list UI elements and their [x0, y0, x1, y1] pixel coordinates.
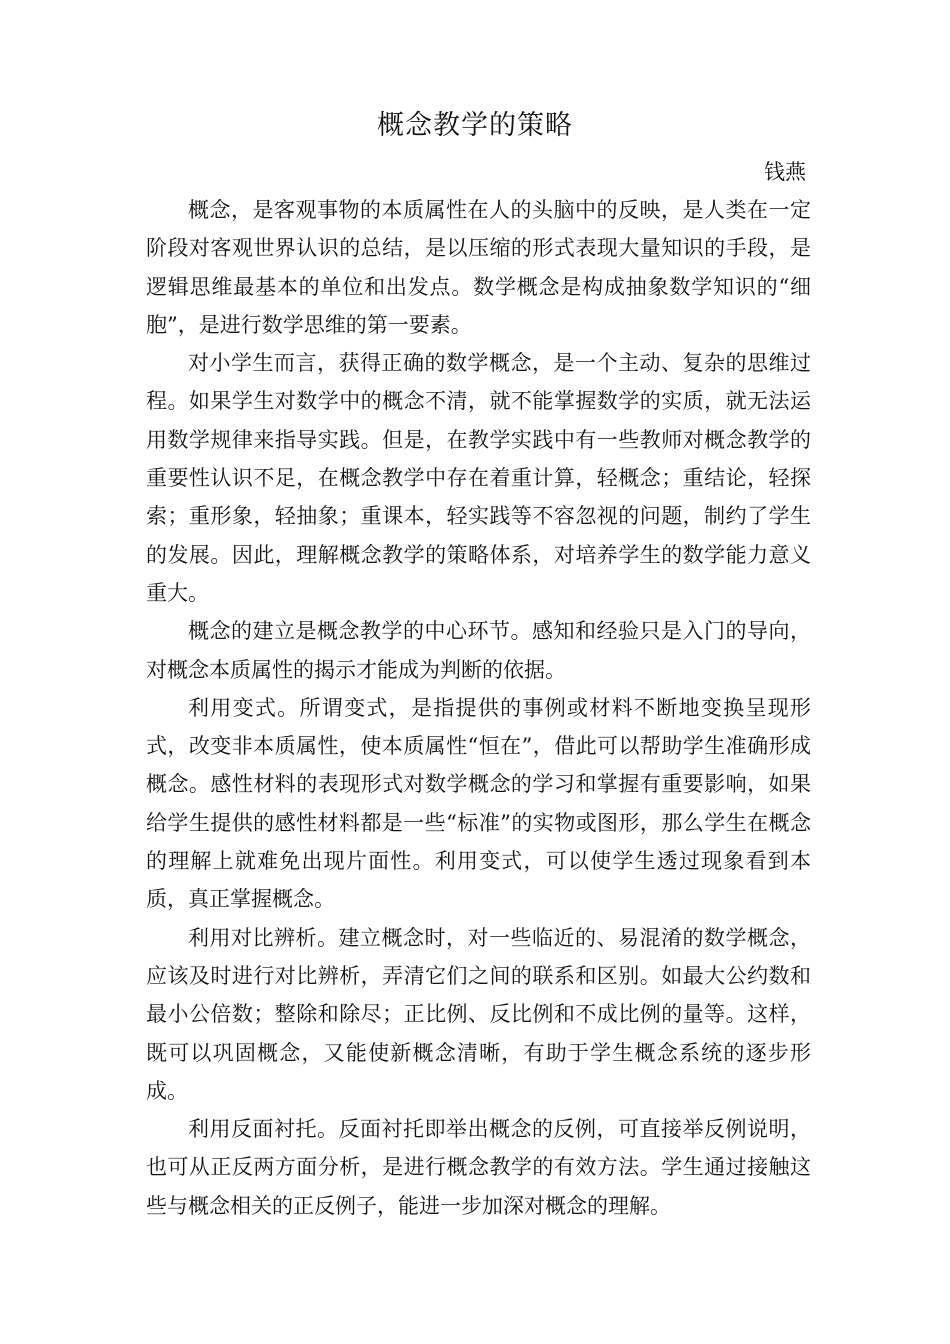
author-name: 钱燕 [764, 160, 806, 184]
document-title: 概念教学的策略 [377, 110, 573, 141]
paragraph-5: 利用对比辨析。建立概念时，对一些临近的、易混淆的数学概念，应该及时进行对比辨析，弄清它们之间的联系和区别。如最大公约数和最小公倍数；整除和除尽；正比例、反比例和不成比例的量等。这样，既可以巩固概念，又能使新概念清晰，有助于学生概念系统的逐步形成。 [146, 925, 811, 1103]
paragraph-6: 利用反面衬托。反面衬托即举出概念的反例，可直接举反例说明，也可从正反两方面分析，是进行概念教学的有效方法。学生通过接触这些与概念相关的正反例子，能进一步加深对概念的理解。 [146, 1117, 811, 1218]
paragraph-2: 对小学生而言，获得正确的数学概念，是一个主动、复杂的思维过程。如果学生对数学中的概念不清，就不能掌握数学的实质，就无法运用数学规律来指导实践。但是，在教学实践中有一些教师对概念教学的重要性认识不足，在概念教学中存在着重计算，轻概念；重结论，轻探索；重形象，轻抽象；重课本，轻实践等不容忽视的问题，制约了学生的发展。因此，理解概念教学的策略体系，对培养学生的数学能力意义重大。 [146, 351, 811, 605]
document-body [146, 191, 811, 1225]
paragraph-4: 利用变式。所谓变式，是指提供的事例或材料不断地变换呈现形式，改变非本质属性，使本质属性“恒在”，借此可以帮助学生准确形成概念。感性材料的表现形式对数学概念的学习和掌握有重要影响，如果给学生提供的感性材料都是一些“标准”的实物或图形，那么学生在概念的理解上就难免出现片面性。利用变式，可以使学生透过现象看到本质，真正掌握概念。 [146, 695, 811, 912]
paragraph-3: 概念的建立是概念教学的中心环节。感知和经验只是入门的导向，对概念本质属性的揭示才能成为判断的依据。 [146, 619, 811, 682]
paragraph-1: 概念，是客观事物的本质属性在人的头脑中的反映，是人类在一定阶段对客观世界认识的总结，是以压缩的形式表现大量知识的手段，是逻辑思维最基本的单位和出发点。数学概念是构成抽象数学知识的“细胞”，是进行数学思维的第一要素。 [146, 198, 811, 337]
